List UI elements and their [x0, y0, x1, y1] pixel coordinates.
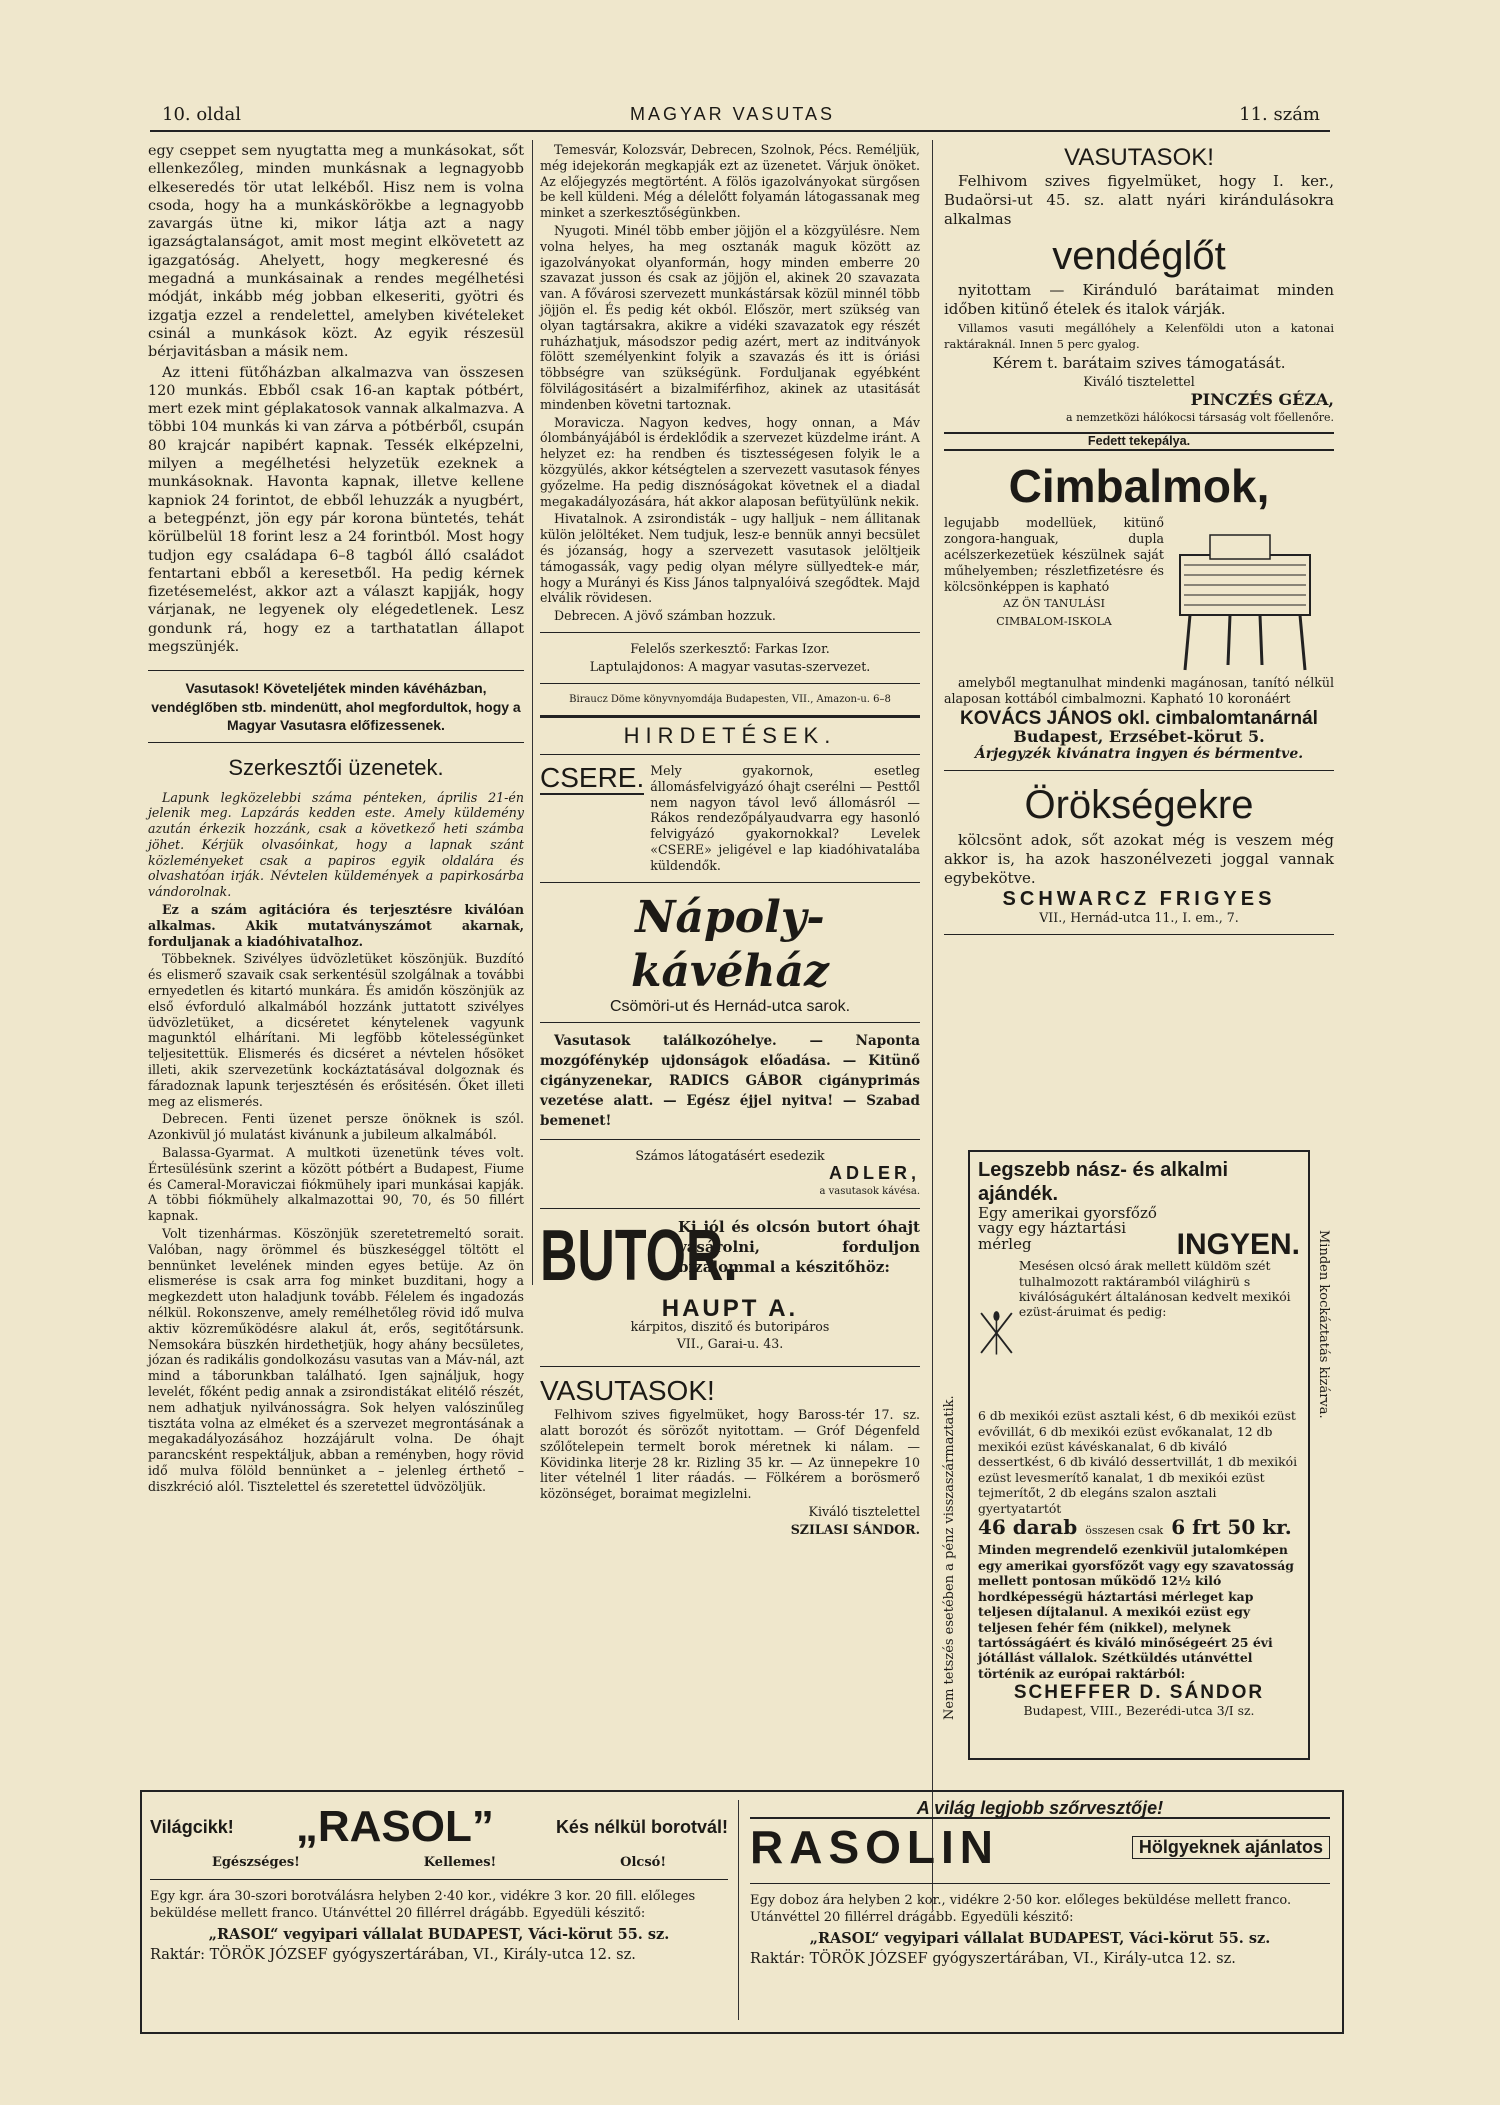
- napoly-owner: ADLER,: [829, 1163, 920, 1184]
- divider: [750, 1883, 1330, 1884]
- csere-ad: [540, 763, 920, 874]
- divider: [944, 770, 1334, 771]
- vasutasok-1-text: Felhivom szives figyelmüket, hogy I. ker., Budaörsi-ut 45. sz. alatt nyári kirándulásokra alkalmas: [944, 171, 1334, 228]
- cimbalom-illustration-icon: [1170, 515, 1320, 675]
- oroksegekre-text: kölcsönt adok, sőt azokat még is veszem még akkor is, ha azok haszonélvezeti joggal vannak egybekötve.: [944, 831, 1334, 888]
- rasolin-store: Raktár: TÖRÖK JÓZSEF gyógyszertárában, VI., Király-utca 12. sz.: [750, 1951, 1236, 1967]
- vasutasok-2-title: VASUTASOK!: [540, 1375, 715, 1407]
- editor-message: Nyugoti. Minél több ember jöjjön el a közgyülésre. Nem volna helyes, ha meg osztanák maguk között az igazolványokat olyanformán, hogy minden emberre 20 szavazat jusson és csak az jöjjön el, akinek 20 szavazata van. A fővárosi szervezett munkástársak közül minnél több jöjjön el. És pedig két okból. Először, mert szükség van olyan tagtársakra, akikre a vidéki szavazatok egy részét ruházhatjuk, másodszor pedig azért, mert az inditványok fölött személyenkint folyik a szavazás és itt is óriási többségre van szükségünk. Forduljanak egyébként fölvilágositásért a bizalmiférfihoz, akinek az utasitását mindenben követni tartoznak.: [540, 222, 920, 412]
- divider: [150, 1879, 728, 1880]
- editor-message: Debrecen. A jövő számban hozzuk.: [554, 608, 776, 624]
- rasolin-title: RASOLIN: [750, 1821, 999, 1873]
- column-divider: [932, 140, 933, 1910]
- rasol-left-a: Világcikk!: [150, 1816, 234, 1837]
- vasutasok-1-ask: Kérem t. barátaim szives támogatását.: [992, 354, 1286, 373]
- cimbalmok-text: amelyből megtanulhat mindenki magánosan, tanító nélkül alaposan kottából cimbalmozni. Kapható 10 koronáért: [944, 675, 1334, 707]
- editor-message: Moravicza. Nagyon kedves, hogy onnan, a Máv ólombányájából is érdeklődik a szervezet küzdelme iránt. A helyzet ez: ha rendben és tisztességesen folyik le a közgyülés, akkor kétségtelen a szervezett vasutasok fényes győzelme. Ha pedig disznóságokat követnek el a diadal megakadályozására, hát akkor alaposan befütyülünk nekik.: [540, 414, 920, 509]
- butor-ad: [540, 1217, 920, 1295]
- oroksegekre-name: SCHWARCZ FRIGYES: [1002, 888, 1276, 911]
- cimbalmok-text: legujabb modellüek, kitünő zongora-hanguak, dupla acélszerkezetüek készülnek saját műhelyemben; részletfizetésre és kölcsönképpen is kapható: [944, 515, 1164, 594]
- editor-message: Volt tizenhármas. Köszönjük szeretetremeltó sorait. Valóban, nagy örömmel és büszkeséggel töltött el bennünket levelének minden egyes betüje. Az ön elismerése is csak arra fog minket buzditani, hogy a megkezdett uton haladjunk tovább. Félelem és ingadozás nélkül. Rokonszenve, amely remélhetőleg rövid idő mulva aktiv közreműködésre alakul át, erős, segitőtársunk. Nemsokára büszkén hirdethetjük, hogy ahány becsületes, józan és radikális gondolkozásu vasutas van a Máv-nál, azt mind a táborunkban található. Igen sajnáljuk, hogy levelét, főként pedig annak a zsirondistákat elitélő részét, nem adhatjuk nyilvánosságra. Sok helyen valószinűleg tisztáta volna az elméket és a szervezet megrontásának a megakadályozásához hozzájárult volna. De óhajt parancsként respektáljuk, abban a reményben, hogy rövid idő mulva fölöld bennünket a – jelenleg érthető – diszkréció alól. Tisztelettel és szeretettel üdvözöljük.: [148, 1226, 524, 1494]
- editor-credit: Felelős szerkesztő: Farkas Izor.: [630, 640, 830, 656]
- cutlery-illustration-icon: [978, 1258, 1015, 1408]
- divider: [148, 742, 524, 743]
- subscription-notice: Vasutasok! Követeljétek minden kávéházban, vendéglőben stb. mindenütt, ahol megfordultok, hogy a Magyar Vasutasra előfizessenek.: [151, 680, 521, 733]
- section-heading: Szerkesztői üzenetek.: [228, 755, 444, 781]
- page-header: [150, 100, 1330, 132]
- vasutasok-1-big: vendéglőt: [1052, 233, 1226, 278]
- vasutasok-1-name: PINCZÉS GÉZA,: [1190, 389, 1334, 409]
- rasolin-ad: [750, 1800, 1330, 1970]
- csere-text: Mely gyakornok, esetleg állomásfelvigyázó óhajt cserélni — Pesttől nem nagyon távol levő állomásról — Rákos rendezőpályaudvarra egy hasonló felvigyázó gyakornokkal? Levelek «CSERE» jeligével e lap kiadóhivatalába küldendők.: [650, 763, 920, 873]
- printer-credit: Biraucz Döme könyvnyomdája Budapesten, VII., Amazon-u. 6–8: [569, 693, 891, 705]
- divider: [540, 1366, 920, 1367]
- editor-message: Temesvár, Kolozsvár, Debrecen, Szolnok, Pécs. Reméljük, még idejekorán megkapják ezt az üzenetet. Várjuk önöket. Az előjegyzés megtörtént. A fölös igazolványokat sürgősen be kell küldeni. Még a délelőtt folyamán látogassanak meg minket a szerkesztőségünkben.: [540, 142, 920, 221]
- divider: [540, 715, 920, 718]
- vasutasok-1-small: Villamos vasuti megállóhely a Kelenföldi uton a katonai raktáraknál. Innen 5 perc gyalog.: [944, 320, 1334, 351]
- butor-name: HAUPT A.: [661, 1294, 799, 1322]
- article-text: egy cseppet sem nyugtatta meg a munkásokat, sőt ellenkezőleg, minden munkásnak a legnagyobb elkeseredés tör utat lelkéből. Hisz nem is volna csoda, hogy ha a munkáskörökbe a legnagyobb zavargás ütne ki, mikor látja azt a nagy igazságtalanságot, amit most megint elkövetett az igazgatóság. Ahelyett, hogy megkeresné és megadná a munkásainak a rendes megélhetési módját, inkább még jobban elkeseriti, gyötri és izgatja ezzel a rendelettel, amelyben kivételeket csinál a munkások közt. Az egyik részesül bérjavitásban a másik nem.: [148, 143, 524, 361]
- gift-text: Minden megrendelő ezenkivül jutalomképen egy amerikai gyorsfőzőt vagy egy szavatosság mellett pontosan működő 12½ kiló hordképességü háztartási mérleget kap teljesen díjtalanul. A mexikói ezüst egy teljesen fehér fém (nikkel), melynek tartósságáért és kiváló minőségeért 25 évi jótállást vállalok. Szétküldés utánvéttel történik az európai raktárból:: [978, 1542, 1294, 1681]
- rasolin-maker: „RASOL“ vegyipari vállalat BUDAPEST, Váci-körut 55. sz.: [809, 1930, 1271, 1947]
- column-1: [148, 142, 524, 1497]
- vasutasok-1-text: nyitottam — Kiránduló barátaimat minden időben kitünő ételek és italok várják.: [944, 280, 1334, 318]
- csere-title: CSERE.: [540, 762, 645, 794]
- oroksegekre-title: Örökségekre: [1024, 783, 1254, 828]
- rasol-title: „RASOL”: [295, 1802, 494, 1851]
- butor-text: Ki jól és olcsón butort óhajt vásárolni, forduljon bizalommal a készitőhöz:: [678, 1217, 920, 1276]
- vasutasok-1-title: VASUTASOK!: [1064, 144, 1214, 171]
- vasutasok-1-role: a nemzetközi hálókocsi társaság volt főellenőre.: [1066, 410, 1334, 424]
- rasol-ad: [150, 1800, 728, 1966]
- ads-heading: HIRDETÉSEK.: [623, 723, 837, 749]
- gift-price: 6 frt 50 kr.: [1171, 1515, 1292, 1540]
- column-divider: [738, 1800, 739, 2020]
- gift-left-note: Nem tetszés esetében a pénz visszaszármaztatik.: [942, 1395, 957, 1720]
- divider: [540, 683, 920, 684]
- cimbalmok-ad: [944, 515, 1334, 675]
- rasol-left-c: Kés nélkül borotvál!: [555, 1816, 728, 1837]
- napoly-address: Csömöri-ut és Hernád-utca sarok.: [609, 997, 851, 1015]
- cimbalmok-price: Árjegyzék kivánatra ingyen és bérmentve.: [974, 745, 1304, 762]
- editor-message: Többeknek. Szivélyes üdvözletüket köszönjük. Buzdító és elismerő szavaik csak serkentésül szolgálnak a további ernyedetlen és kitartó munkára. És amidőn köszönjük az első évforduló alkalmából hozzánk juttatott szivélyes üdvözletüket, a dicséretet kénytelenek vagyunk magunktól elhárítani. Mi legföbb kötelességünket teljesitettük. Elismerés és dicséret a névtelen hősöket illeti, akik szervezetünk kockáztatásával dolgoznak és fáradoznak lapunk terjesztésén és erősitésén. Őket illeti meg az elismerés.: [148, 951, 524, 1109]
- vasutasok-1-greeting: Kiváló tisztelettel: [1083, 374, 1195, 390]
- column-2: [540, 142, 920, 1540]
- divider: [148, 670, 524, 671]
- rasol-feature: Kellemes!: [423, 1855, 497, 1870]
- gift-price-row: [978, 1515, 1300, 1540]
- napoly-text: Vasutasok találkozóhelye. — Naponta mozgófénykép ujdonságok előadása. — Kitünő cigányzenekar, RADICS GÁBOR cigányprimás vezetése alatt. — Egész éjjel nyitva! — Szabad bemenet!: [540, 1033, 920, 1130]
- page-number: 10. oldal: [162, 104, 241, 125]
- oroksegekre-address: VII., Hernád-utca 11., I. em., 7.: [1039, 910, 1239, 926]
- gift-subtitle: Egy amerikai gyorsfőző vagy egy háztartási mérleg: [978, 1204, 1157, 1253]
- vasutasok-2-greeting: Kiváló tisztelettel: [808, 1504, 920, 1520]
- issue-number: 11. szám: [1239, 104, 1320, 125]
- owner-credit: Laptulajdonos: A magyar vasutas-szervezet.: [589, 658, 871, 674]
- gift-count: 46 darab: [978, 1515, 1078, 1540]
- napoly-greeting: Számos látogatásért esedezik: [635, 1148, 825, 1164]
- divider: [540, 1139, 920, 1140]
- editorial-note: Ez a szám agitációra és terjesztésre kiválóan alkalmas. Akik mutatványszámot akarnak, forduljanak a kiadóhivatalhoz.: [148, 902, 524, 949]
- rasol-feature: Olcsó!: [620, 1855, 667, 1870]
- rasolin-title-row: [750, 1819, 1330, 1875]
- gift-total: összesen csak: [1085, 1524, 1164, 1538]
- rasol-text: Egy kgr. ára 30-szori borotválásra helyben 2·40 kor., vidékre 3 kor. 20 fill. előleges beküldése mellett franco. Utánvéttel 20 fillérrel drágább. Egyedüli készitő:: [150, 1889, 696, 1921]
- divider: [540, 1022, 920, 1023]
- divider: [540, 882, 920, 883]
- editor-message: Balassa-Gyarmat. A multkoti üzenetünk téves volt. Értesülésünk szerint a között pótbért a Budapest, Fiume és Cameral-Moraviczai fiókmühely ipari munkásai kapják. A többi fiókmühely alkalmazottai 90, 70, és 50 fillért kapnak.: [148, 1145, 524, 1224]
- column-3: [944, 142, 1334, 943]
- article-text: Az itteni fütőházban alkalmazva van összesen 120 munkás. Ebből csak 16-an kaptak pótbért, mert ezek mint géplakatosok vannak alkalmazva. A többi 104 munkás ki van zárva a pótbérből, csupán 80 krajcár napibért kapnak. Tessék elképzelni, milyen a megélhetési helyzetük ezeknek a munkásoknak. Havonta kapnak, illetve kellene kapniok 24 forintot, de ebből lehuzzák a nyugbért, a betegpénzt, jön egy pár korona büntetés, tehát körülbelül 18 forint lesz a 24 forintból. Most hogy tudjon egy családapa 6–8 tagból álló családot fentartani ebből a keresetből. Ha pedig kérnek fizetésemelést, akkor azt a választ kapjják, hogy várjanak, ne legyenek oly elégedetlenek. Lesz gondunk rá, hogy ez a tarthatatlan állapot megszünjék.: [148, 364, 524, 656]
- vasutasok-2-name: SZILASI SÁNDOR.: [790, 1521, 920, 1537]
- gift-items: 6 db mexikói ezüst asztali kést, 6 db mexikói ezüst evővillát, 6 db mexikói ezüst evőkanalat, 12 db mexikói ezüst kávéskanalat, 6 db kiváló dessertkést, 6 db kiváló dessertvillát, 1 db mexikói ezüst levesmerítő kanalat, 1 db mexikói ezüst tejmerítőt, 2 db elegáns szalon asztali gyertyatartót: [978, 1408, 1298, 1516]
- divider: [540, 632, 920, 633]
- vasutasok-1-footer: Fedett tekepálya.: [944, 432, 1334, 452]
- rasolin-text: Egy doboz ára helyben 2 kor., vidékre 2·50 kor. előleges beküldése mellett franco. Utánvéttel 20 fillérrel drágább. Egyedüli készitő:: [750, 1893, 1292, 1925]
- napoly-subtitle: a vasutasok kávésa.: [819, 1186, 920, 1198]
- divider: [540, 1208, 920, 1209]
- divider: [944, 934, 1334, 935]
- column-divider: [532, 140, 533, 1285]
- cimbalmok-text-block: [944, 515, 1164, 675]
- butor-address: VII., Garai-u. 43.: [676, 1336, 784, 1352]
- vasutasok-2-text: Felhivom szives figyelmüket, hogy Baross-tér 17. sz. alatt borozót és sörözőt nyitottam. — Gróf Dégenfeld szőlőtelepein termelt borok méretnek ki nálam. — Kövidinka literje 28 kr. Rizling 35 kr. — Az ünnepekre 10 liter vételnél 1 liter ráadás. — Fölkérem a borösmerő közönséget, boraimat megizlelni.: [540, 1407, 920, 1502]
- gift-free: INGYEN.: [1176, 1227, 1300, 1261]
- butor-trade: kárpitos, diszitő és butoripáros: [630, 1318, 830, 1334]
- rasolin-subtitle: Hölgyeknek ajánlatos: [1132, 1836, 1330, 1859]
- divider: [540, 754, 920, 755]
- gift-address: Budapest, VIII., Bezerédi-utca 3/I sz.: [1023, 1702, 1255, 1718]
- masthead-title: MAGYAR VASUTAS: [630, 104, 836, 124]
- butor-title: BUTOR.: [540, 1215, 738, 1296]
- editorial-note: Lapunk legközelebbi száma pénteken, április 21-én jelenik meg. Lapzárás kedden este. Amely küldemény azután érkezik hozzánk, csak a következő heti számba jöhet. Kérjük olvasóinkat, hogy a lapnak szánt közleményeket csak a papiros egyik oldalára és olvashatóan irják. Névtelen küldemények a papirkosárba vándorolnak.: [148, 789, 524, 900]
- cimbalmok-school: CIMBALOM-ISKOLA: [996, 615, 1112, 629]
- rasol-features: [150, 1854, 728, 1871]
- gift-body: [978, 1258, 1300, 1408]
- vasutasok-2-ad: [540, 1375, 920, 1407]
- rasol-store: Raktár: TÖRÖK JÓZSEF gyógyszertárában, VI., Király-utca 12. sz.: [150, 1947, 636, 1963]
- cimbalmok-address: Budapest, Erzsébet-körut 5.: [1013, 726, 1265, 746]
- rasolin-top: A világ legjobb szőrvesztője!: [750, 1800, 1330, 1819]
- gift-ad: [968, 1150, 1310, 1760]
- rasol-feature: Egészséges!: [211, 1855, 300, 1870]
- gift-subtitle-row: [978, 1204, 1300, 1261]
- gift-text: Mesésen olcsó árak mellett küldöm szét tulhalmozott raktáramból világhirü s kiválóságukért általánosan kedvelt mexikói ezüst-áruimat és pedig:: [1018, 1258, 1291, 1320]
- gift-right-note: Minden kockáztatás kizárva.: [1316, 1230, 1331, 1419]
- editor-message: Hivatalnok. A zsirondisták – ugy halljuk – nem állitanak külön jelöltéket. Nem tudjuk, lesz-e bennük annyi becsület és józanság, hogy a szervezett vasutasok jelöltjeik támogassák, vagy pedig olyan mélyre süllyedtek-e már, hogy a Murányi és Kiss János talpnyalóivá szegődtek. Majd elválik rövidesen.: [540, 511, 920, 606]
- rasol-title-row: [150, 1800, 728, 1854]
- editor-message: Debrecen. Fenti üzenet persze önöknek is szól. Azonkivül jó mulatást kivánunk a jubileum alkalmából.: [148, 1111, 524, 1143]
- cimbalmok-title: Cimbalmok,: [1008, 460, 1270, 513]
- gift-name: SCHEFFER D. SÁNDOR: [1013, 1682, 1265, 1704]
- cimbalmok-school: AZ ÖN TANULÁSI: [1003, 597, 1105, 611]
- gift-title: Legszebb nász- és alkalmi ajándék.: [978, 1159, 1229, 1205]
- cimbalmok-name: KOVÁCS JÁNOS okl. cimbalomtanárnál: [960, 707, 1318, 729]
- rasol-maker: „RASOL“ vegyipari vállalat BUDAPEST, Váci-körut 55. sz.: [208, 1926, 670, 1943]
- napoly-title: Nápoly-kávéház: [630, 891, 830, 997]
